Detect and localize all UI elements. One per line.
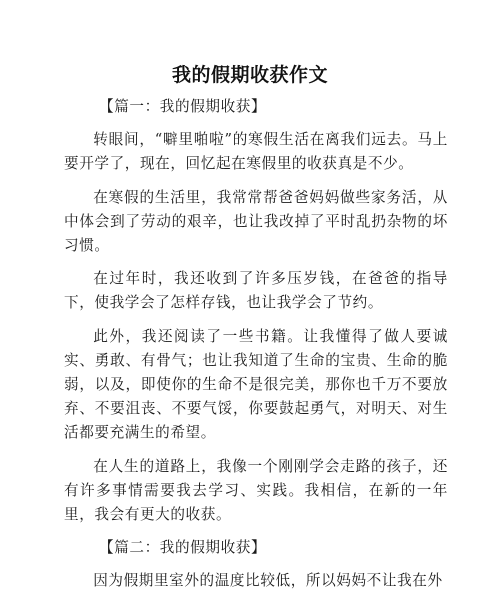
essay-body	[64, 95, 448, 603]
paragraph: 在人生的道路上，我像一个刚刚学会走路的孩子，还有许多事情需要我去学习、实践。我相信，在新的一年里，我会有更大的收获。	[64, 457, 448, 524]
section-heading: 【篇一：我的假期收获】	[99, 98, 267, 115]
paragraph: 在过年时，我还收到了许多压岁钱，在爸爸的指导下，使我学会了怎样存钱，也让我学会了节约。	[64, 270, 448, 312]
paragraph: 在寒假的生活里，我常常帮爸爸妈妈做些家务活，从中体会到了劳动的艰辛，也让我改掉了平时乱扔杂物的坏习惯。	[64, 188, 448, 255]
page-title: 我的假期收获作文	[171, 64, 328, 86]
section-heading: 【篇二：我的假期收获】	[99, 539, 267, 557]
paragraph: 因为假期里室外的温度比较低，所以妈妈不让我在外	[93, 572, 443, 590]
paragraph: 此外，我还阅读了一些书籍。让我懂得了做人要诚实、勇敢、有骨气；也让我知道了生命的宝贵、生命的脆弱，以及，即使你的生命不是很完美，那你也千万不要放弃、不要沮丧、不要气馁，你要鼓起勇气，对明天、对生活都要充满生的希望。	[64, 327, 448, 442]
paragraph: 转眼间，“噼里啪啦”的寒假生活在离我们远去。马上要开学了，现在，回忆起在寒假里的收获真是不少。	[64, 131, 448, 173]
